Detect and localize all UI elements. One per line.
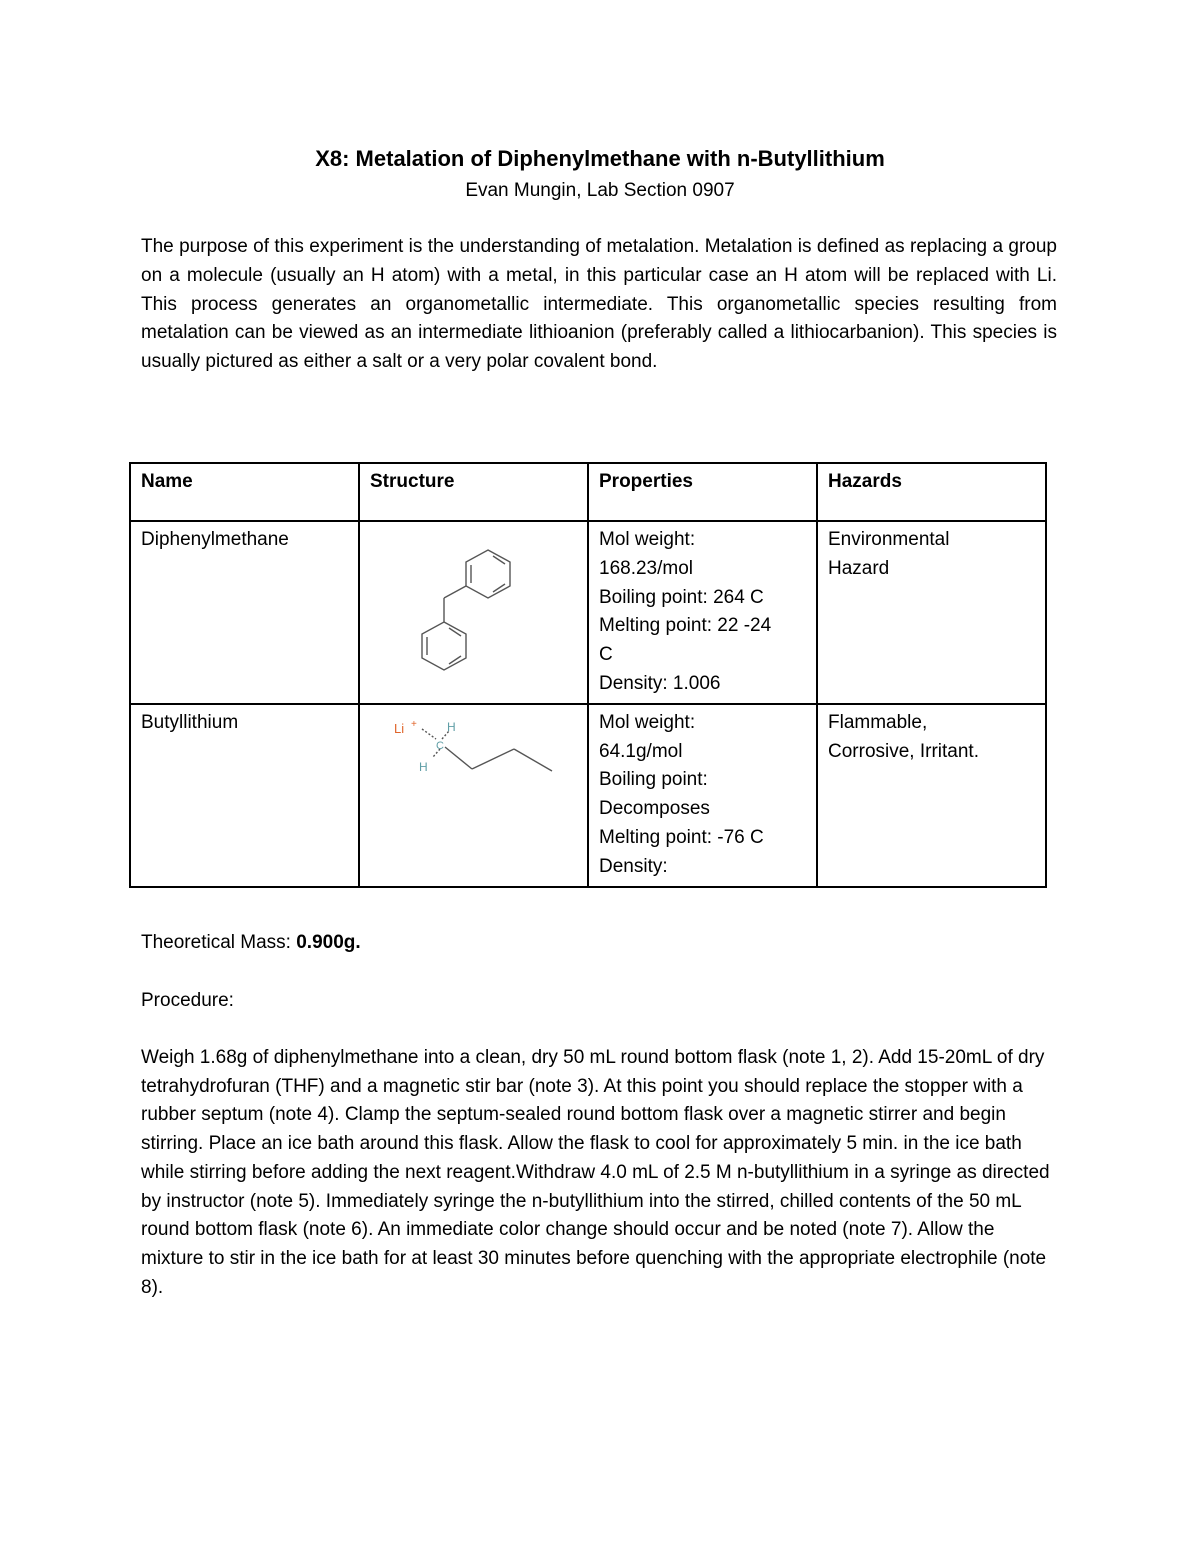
compound-name: Diphenylmethane xyxy=(141,529,289,550)
cell-name xyxy=(130,521,359,704)
carbon-label: C xyxy=(436,739,444,752)
hydrogen-bottom-label: H xyxy=(419,759,428,774)
cell-name xyxy=(130,704,359,887)
hazard-line: Hazard xyxy=(828,557,890,579)
header-structure: Structure xyxy=(359,463,588,521)
document-title: X8: Metalation of Diphenylmethane with n-Butyllithium xyxy=(315,146,885,171)
hazard-line: Environmental xyxy=(828,529,950,550)
cell-structure xyxy=(359,704,588,887)
header-properties: Properties xyxy=(588,463,817,521)
hydrogen-top-label: H xyxy=(447,719,456,734)
lithium-charge: + xyxy=(411,718,417,730)
butyllithium-structure-icon xyxy=(370,709,596,799)
cell-structure xyxy=(359,521,588,704)
table-row xyxy=(130,704,1046,887)
hazard-line: Corrosive, Irritant. xyxy=(828,740,979,762)
table-row xyxy=(130,521,1046,704)
property-line: Density: xyxy=(599,855,668,877)
compound-name: Butyllithium xyxy=(141,711,239,733)
intro-paragraph: The purpose of this experiment is the understanding of metalation. Metalation is defined as replacing a group on a molecule (usually an H atom) with a metal, in this particular case an H atom will be replaced with Li. This process generates an organometallic intermediate. This organometallic species resulting from metalation can be viewed as an intermediate lithioanion (preferably called a lithiocarbanion). This species is usually pictured as either a salt or a very polar covalent bond. xyxy=(141,236,1057,373)
property-line: Melting point: -76 C xyxy=(599,826,764,848)
property-line: C xyxy=(599,644,613,666)
cell-hazards xyxy=(817,704,1046,887)
property-line: Boiling point: 264 C xyxy=(599,586,764,608)
procedure-heading: Procedure: xyxy=(141,990,234,1011)
diphenylmethane-structure-icon xyxy=(370,526,596,696)
cell-hazards xyxy=(817,521,1046,704)
procedure-paragraph: Weigh 1.68g of diphenylmethane into a clean, dry 50 mL round bottom flask (note 1, 2). Add 15-20mL of dry tetrahydrofuran (THF) and a magnetic stir bar (note 3). At this point you should replace the stopper with a rubber septum (note 4). Clamp the septum-sealed round bottom flask over a magnetic stirrer and begin stirring. Place an ice bath around this flask. Allow the flask to cool for approximately 5 min. in the ice bath while stirring before adding the next reagent.Withdraw 4.0 mL of 2.5 M n-butyllithium in a syringe as directed by instructor (note 5). Immediately syringe the n-butyllithium into the stirred, chilled contents of the 50 mL round bottom flask (note 6). An immediate color change should occur and be noted (note 7). Allow the mixture to stir in the ice bath for at least 30 minutes before quenching with the appropriate electrophile (note 8). xyxy=(141,1047,1050,1298)
property-line: Boiling point: xyxy=(599,769,708,791)
reagent-table xyxy=(129,462,1047,888)
property-line: 168.23/mol xyxy=(599,557,694,579)
property-line: Decomposes xyxy=(599,798,710,820)
lithium-label: Li xyxy=(394,720,405,736)
header-name: Name xyxy=(130,463,359,521)
cell-properties xyxy=(588,704,817,887)
property-line: Melting point: 22 -24 xyxy=(599,615,772,637)
theoretical-mass-label: Theoretical Mass: xyxy=(141,932,297,953)
property-line: 64.1g/mol xyxy=(599,740,683,762)
hazard-line: Flammable, xyxy=(828,711,928,733)
property-line: Mol weight: xyxy=(599,529,696,550)
property-line: Mol weight: xyxy=(599,711,696,733)
theoretical-mass xyxy=(141,929,361,957)
cell-properties xyxy=(588,521,817,704)
author-line: Evan Mungin, Lab Section 0907 xyxy=(465,180,735,201)
theoretical-mass-value: 0.900g. xyxy=(296,932,361,953)
header-hazards: Hazards xyxy=(817,463,1046,521)
property-line: Density: 1.006 xyxy=(599,672,721,694)
table-header-row xyxy=(130,463,1046,521)
